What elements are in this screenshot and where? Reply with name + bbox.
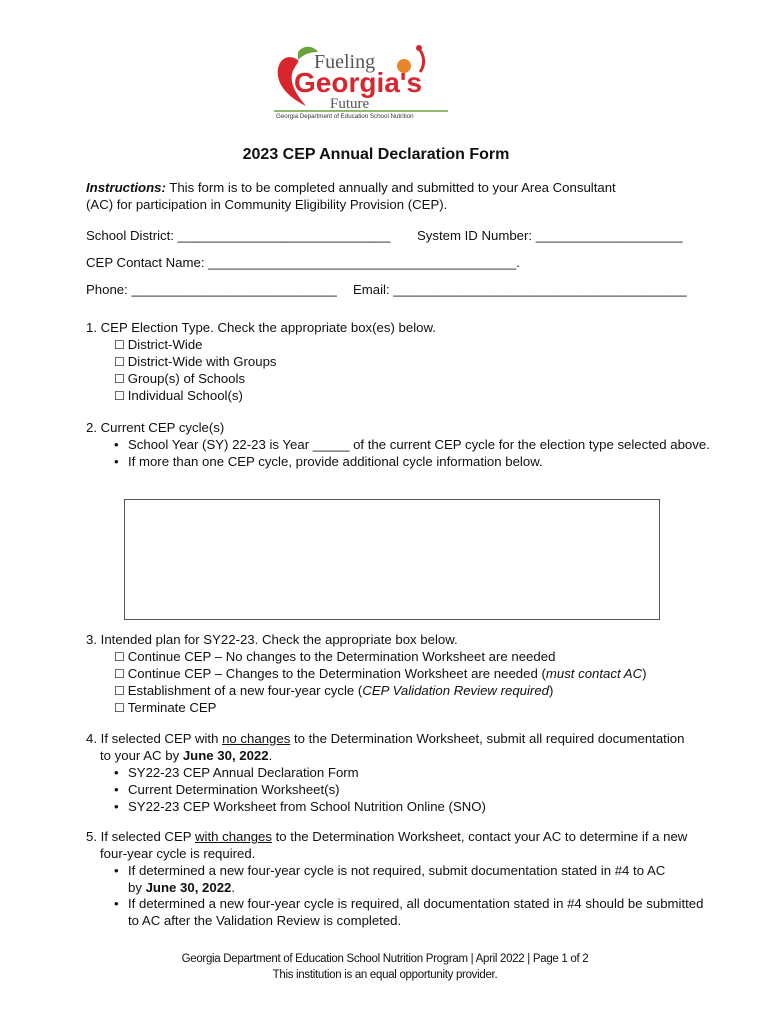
option-district-wide-groups[interactable] xyxy=(114,354,277,370)
checkbox-icon[interactable]: ☐ xyxy=(114,667,125,681)
bullet-icon: • xyxy=(114,896,119,911)
checkbox-icon[interactable]: ☐ xyxy=(114,355,125,369)
section5-line-1 xyxy=(86,829,687,845)
option-label: Individual School(s) xyxy=(127,388,243,403)
option-continue-changes[interactable] xyxy=(114,666,647,682)
option-label: District-Wide with Groups xyxy=(127,354,277,369)
option-note: must contact AC xyxy=(545,666,643,681)
logo-text-fueling: Fueling xyxy=(314,51,376,73)
option-label-end: ) xyxy=(548,683,554,698)
checkbox-icon[interactable]: ☐ xyxy=(114,701,125,715)
cep-contact-name-field[interactable]: CEP Contact Name: __________________________________________. xyxy=(86,255,520,270)
section5-bullet-1-cont xyxy=(128,880,235,896)
option-continue-no-changes[interactable] xyxy=(114,649,555,665)
option-label: Continue CEP – Changes to the Determination Worksheet are needed ( xyxy=(127,666,546,681)
underlined-text: with changes xyxy=(194,829,272,844)
underlined-text: no changes xyxy=(222,731,291,746)
school-district-field[interactable]: School District: _____________________________ xyxy=(86,228,391,243)
form-title: 2023 CEP Annual Declaration Form xyxy=(242,146,510,163)
text: 5. If selected CEP xyxy=(86,829,195,844)
section2-bullet-2 xyxy=(114,454,543,470)
text: to your AC by xyxy=(100,748,183,763)
instructions-line-1 xyxy=(86,180,616,196)
instructions-label: Instructions: xyxy=(86,180,166,195)
bullet-text: If determined a new four-year cycle is required, all documentation stated in #4 should be submitted xyxy=(128,896,704,911)
logo-tagline: Georgia Department of Education School Nutrition xyxy=(276,113,414,120)
checkbox-icon[interactable]: ☐ xyxy=(114,389,125,403)
text: . xyxy=(268,748,273,763)
checkbox-icon[interactable]: ☐ xyxy=(114,650,125,664)
checkbox-icon[interactable]: ☐ xyxy=(114,684,125,698)
bullet-icon: • xyxy=(114,863,119,878)
bullet-icon: • xyxy=(114,454,119,469)
bullet-text: School Year (SY) 22-23 is Year _____ of the current CEP cycle for the election type selected above. xyxy=(128,437,710,452)
section5-bullet-2 xyxy=(114,896,703,912)
bullet-icon: • xyxy=(114,765,119,780)
instructions-text-1: This form is to be completed annually and submitted to your Area Consultant xyxy=(165,180,616,195)
section3-heading: 3. Intended plan for SY22-23. Check the appropriate box below. xyxy=(86,632,458,647)
text: 4. If selected CEP with xyxy=(86,731,223,746)
bullet-icon: • xyxy=(114,782,119,797)
option-note: CEP Validation Review required xyxy=(362,683,549,698)
logo-graphic xyxy=(268,42,454,120)
section5-bullet-1 xyxy=(114,863,665,879)
section4-line-1 xyxy=(86,731,684,747)
footer-line-1: Georgia Department of Education School Nutrition Program | April 2022 | Page 1 of 2 xyxy=(181,953,589,965)
bullet-icon: • xyxy=(114,799,119,814)
option-label: Group(s) of Schools xyxy=(127,371,246,386)
bullet-text: If determined a new four-year cycle is not required, submit documentation stated in #4 to AC xyxy=(128,863,666,878)
text: to the Determination Worksheet, contact your AC to determine if a new xyxy=(271,829,688,844)
option-label: Continue CEP – No changes to the Determination Worksheet are needed xyxy=(127,649,556,664)
section4-bullet-2 xyxy=(114,782,340,798)
option-district-wide[interactable] xyxy=(114,337,203,353)
option-label: Establishment of a new four-year cycle ( xyxy=(127,683,363,698)
text: to the Determination Worksheet, submit all required documentation xyxy=(290,731,685,746)
section1-heading: 1. CEP Election Type. Check the appropriate box(es) below. xyxy=(86,320,436,335)
bullet-text: If more than one CEP cycle, provide additional cycle information below. xyxy=(128,454,543,469)
bullet-text: SY22-23 CEP Worksheet from School Nutrition Online (SNO) xyxy=(128,799,486,814)
bullet-text: Current Determination Worksheet(s) xyxy=(128,782,340,797)
option-terminate-cep[interactable] xyxy=(114,700,216,716)
fueling-georgias-future-logo xyxy=(268,42,454,120)
deadline-date: June 30, 2022 xyxy=(145,880,232,895)
phone-field[interactable]: Phone: ____________________________ xyxy=(86,282,337,297)
option-individual-schools[interactable] xyxy=(114,388,243,404)
option-groups-of-schools[interactable] xyxy=(114,371,245,387)
email-field[interactable]: Email: ________________________________________ xyxy=(353,282,687,297)
section4-bullet-1 xyxy=(114,765,359,781)
checkbox-icon[interactable]: ☐ xyxy=(114,338,125,352)
footer-line-2: This institution is an equal opportunity provider. xyxy=(272,969,498,981)
section2-heading: 2. Current CEP cycle(s) xyxy=(86,420,225,435)
bullet-text: SY22-23 CEP Annual Declaration Form xyxy=(128,765,359,780)
section5-line-2: four-year cycle is required. xyxy=(100,846,256,861)
text: . xyxy=(231,880,236,895)
section4-bullet-3 xyxy=(114,799,486,815)
deadline-date: June 30, 2022 xyxy=(182,748,269,763)
section4-line-2 xyxy=(100,748,272,764)
checkbox-icon[interactable]: ☐ xyxy=(114,372,125,386)
bullet-icon: • xyxy=(114,437,119,452)
logo-text-future: Future xyxy=(330,96,370,112)
option-label: Terminate CEP xyxy=(127,700,217,715)
logo-text-georgias: Georgia's xyxy=(294,67,423,98)
text: by xyxy=(128,880,146,895)
option-new-four-year-cycle[interactable] xyxy=(114,683,553,699)
section2-bullet-1 xyxy=(114,437,710,453)
section5-bullet-2-cont: to AC after the Validation Review is completed. xyxy=(128,913,402,928)
system-id-field[interactable]: System ID Number: ____________________ xyxy=(417,228,683,243)
option-label: District-Wide xyxy=(127,337,203,352)
option-label-end: ) xyxy=(642,666,647,681)
additional-cycle-info-box[interactable] xyxy=(124,499,660,620)
instructions-line-2: (AC) for participation in Community Eligibility Provision (CEP). xyxy=(86,197,448,212)
